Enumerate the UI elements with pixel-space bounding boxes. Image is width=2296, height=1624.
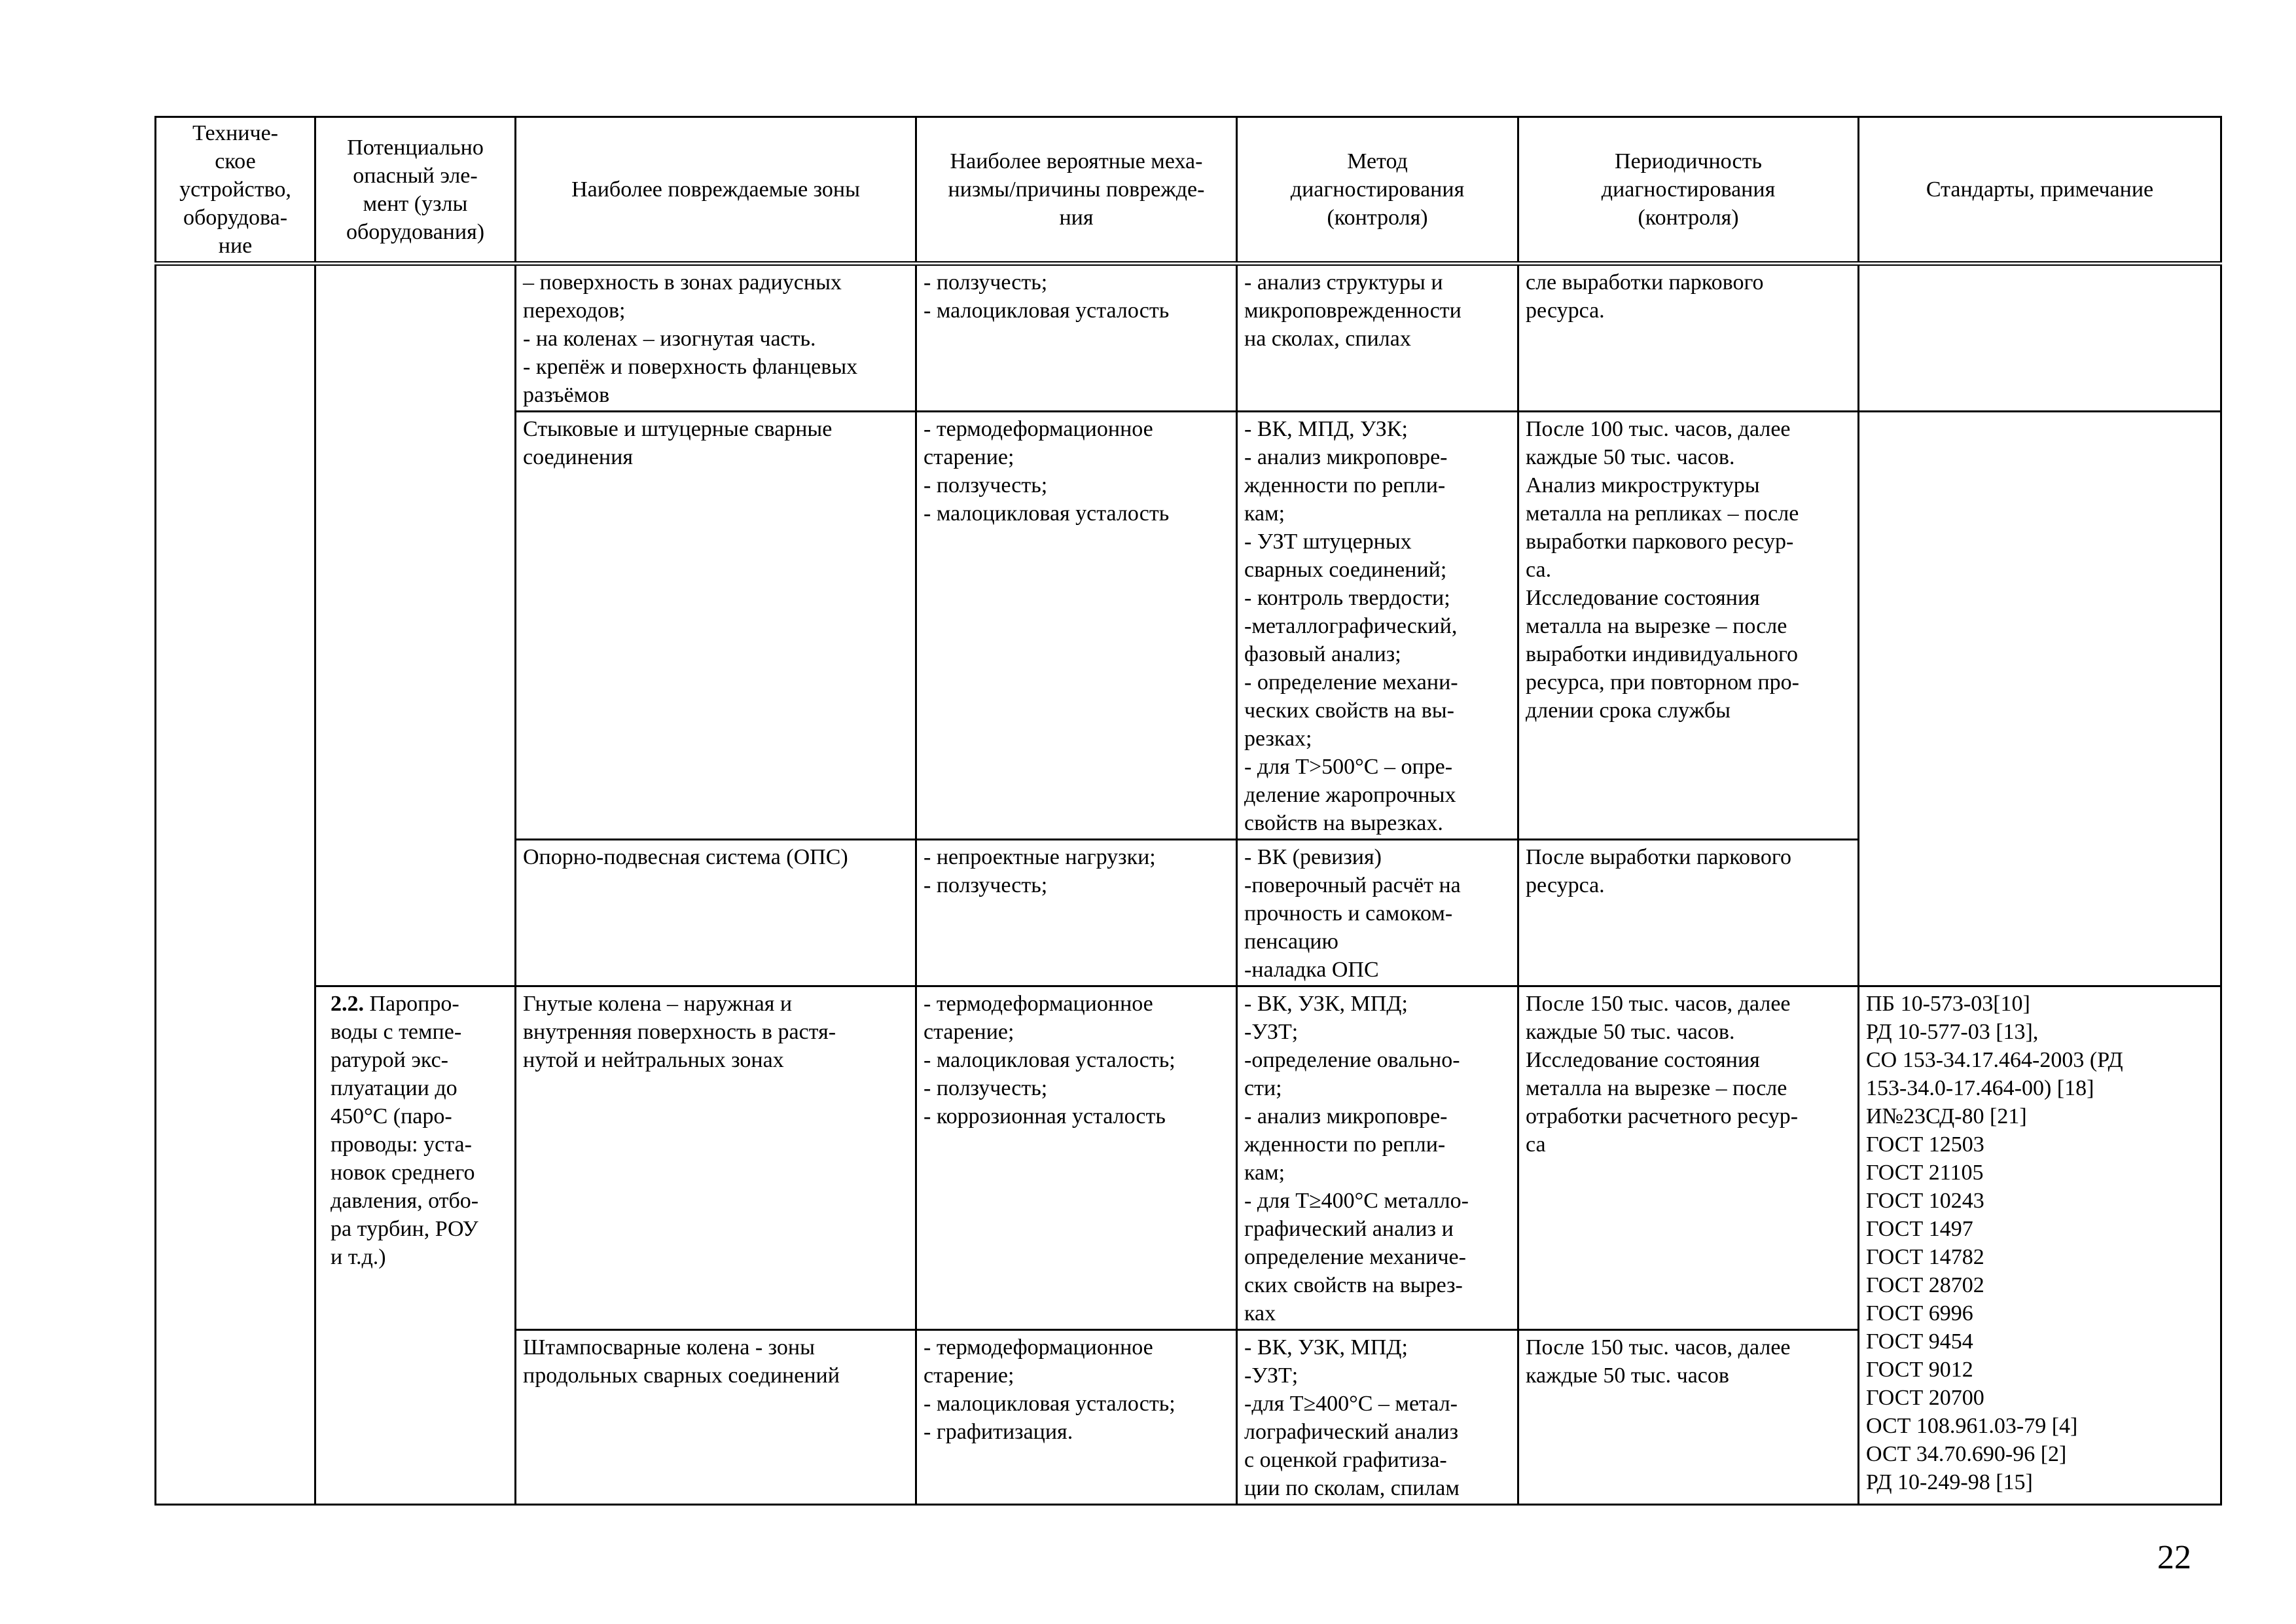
period-cell: После 150 тыс. часов, далее каждые 50 тыс. часов. Исследование состояния металла на вырезке – после отработки расчетного ресур- са xyxy=(1518,986,1859,1330)
page-number: 22 xyxy=(2157,1539,2191,1576)
device-cell xyxy=(156,264,315,1505)
diagnostics-table xyxy=(154,116,2222,1506)
zones-cell: Опорно-подвесная система (ОПС) xyxy=(516,840,916,986)
standards-cell xyxy=(1859,412,2221,986)
mechanisms-cell: - термодеформационное старение; - малоцикловая усталость; - ползучесть; - коррозионная усталость xyxy=(916,986,1237,1330)
element-text: Паропро- воды с темпе- ратурой экс- плуатации до 450°С (паро- проводы: уста- новок среднего давления, отбо- ра турбин, РОУ и т.д.) xyxy=(331,992,479,1269)
mechanisms-cell: - термодеформационное старение; - малоцикловая усталость; - графитизация. xyxy=(916,1330,1237,1505)
mechanisms-cell: - непроектные нагрузки; - ползучесть; xyxy=(916,840,1237,986)
header-device: Техниче- ское устройство, оборудова- ние xyxy=(156,117,315,264)
header-mechanisms: Наиболее вероятные меха- низмы/причины поврежде- ния xyxy=(916,117,1237,264)
header-zones: Наиболее повреждаемые зоны xyxy=(516,117,916,264)
period-cell: После выработки паркового ресурса. xyxy=(1518,840,1859,986)
header-period: Периодичность диагностирования (контроля) xyxy=(1518,117,1859,264)
method-cell: - ВК, МПД, УЗК; - анализ микроповре- жденности по репли- кам; - УЗТ штуцерных сварных соединений; - контроль твердости; -металлографический, фазовый анализ; - определение механи- ческих свойств на вы- резках; - для Т>500°С – опре- деление жаропрочных свойств на вырезках. xyxy=(1237,412,1518,840)
header-method: Метод диагностирования (контроля) xyxy=(1237,117,1518,264)
method-cell: - ВК (ревизия) -поверочный расчёт на прочность и самоком- пенсацию -наладка ОПС xyxy=(1237,840,1518,986)
method-cell: - анализ структуры и микроповрежденности на сколах, спилах xyxy=(1237,264,1518,412)
period-cell: После 150 тыс. часов, далее каждые 50 тыс. часов xyxy=(1518,1330,1859,1505)
period-cell: После 100 тыс. часов, далее каждые 50 тыс. часов. Анализ микроструктуры металла на репликах – после выработки паркового ресур- са. Исследование состояния металла на вырезке – после выработки индивидуального ресурса, при повторном про- длении срока службы xyxy=(1518,412,1859,840)
table-row xyxy=(156,986,2221,1330)
zones-cell: Стыковые и штуцерные сварные соединения xyxy=(516,412,916,840)
standards-cell xyxy=(1859,264,2221,412)
mechanisms-cell: - ползучесть; - малоцикловая усталость xyxy=(916,264,1237,412)
zones-cell: Гнутые колена – наружная и внутренняя поверхность в растя- нутой и нейтральных зонах xyxy=(516,986,916,1330)
header-standards: Стандарты, примечание xyxy=(1859,117,2221,264)
mechanisms-cell: - термодеформационное старение; - ползучесть; - малоцикловая усталость xyxy=(916,412,1237,840)
standards-cell: ПБ 10-573-03[10] РД 10-577-03 [13], СО 153-34.17.464-2003 (РД 153-34.0-17.464-00) [18] И№23СД-80 [21] ГОСТ 12503 ГОСТ 21105 ГОСТ 10243 ГОСТ 1497 ГОСТ 14782 ГОСТ 28702 ГОСТ 6996 ГОСТ 9454 ГОСТ 9012 ГОСТ 20700 ОСТ 108.961.03-79 [4] ОСТ 34.70.690-96 [2] РД 10-249-98 [15] xyxy=(1859,986,2221,1505)
element-cell xyxy=(315,986,516,1505)
method-cell: - ВК, УЗК, МПД; -УЗТ; -для Т≥400°С – метал- лографический анализ с оценкой графитиза- ции по сколам, спилам xyxy=(1237,1330,1518,1505)
header-element: Потенциально опасный эле- мент (узлы оборудования) xyxy=(315,117,516,264)
table-row xyxy=(156,264,2221,412)
zones-cell: Штампосварные колена - зоны продольных сварных соединений xyxy=(516,1330,916,1505)
element-number: 2.2. xyxy=(331,992,364,1016)
element-cell xyxy=(315,264,516,986)
zones-cell: – поверхность в зонах радиусных переходов; - на коленах – изогнутая часть. - крепёж и поверхность фланцевых разъёмов xyxy=(516,264,916,412)
method-cell: - ВК, УЗК, МПД; -УЗТ; -определение овально- сти; - анализ микроповре- жденности по репли- кам; - для Т≥400°С металло- графический анализ и определение механиче- ских свойств на вырез- ках xyxy=(1237,986,1518,1330)
table-header-row xyxy=(156,117,2221,264)
period-cell: сле выработки паркового ресурса. xyxy=(1518,264,1859,412)
